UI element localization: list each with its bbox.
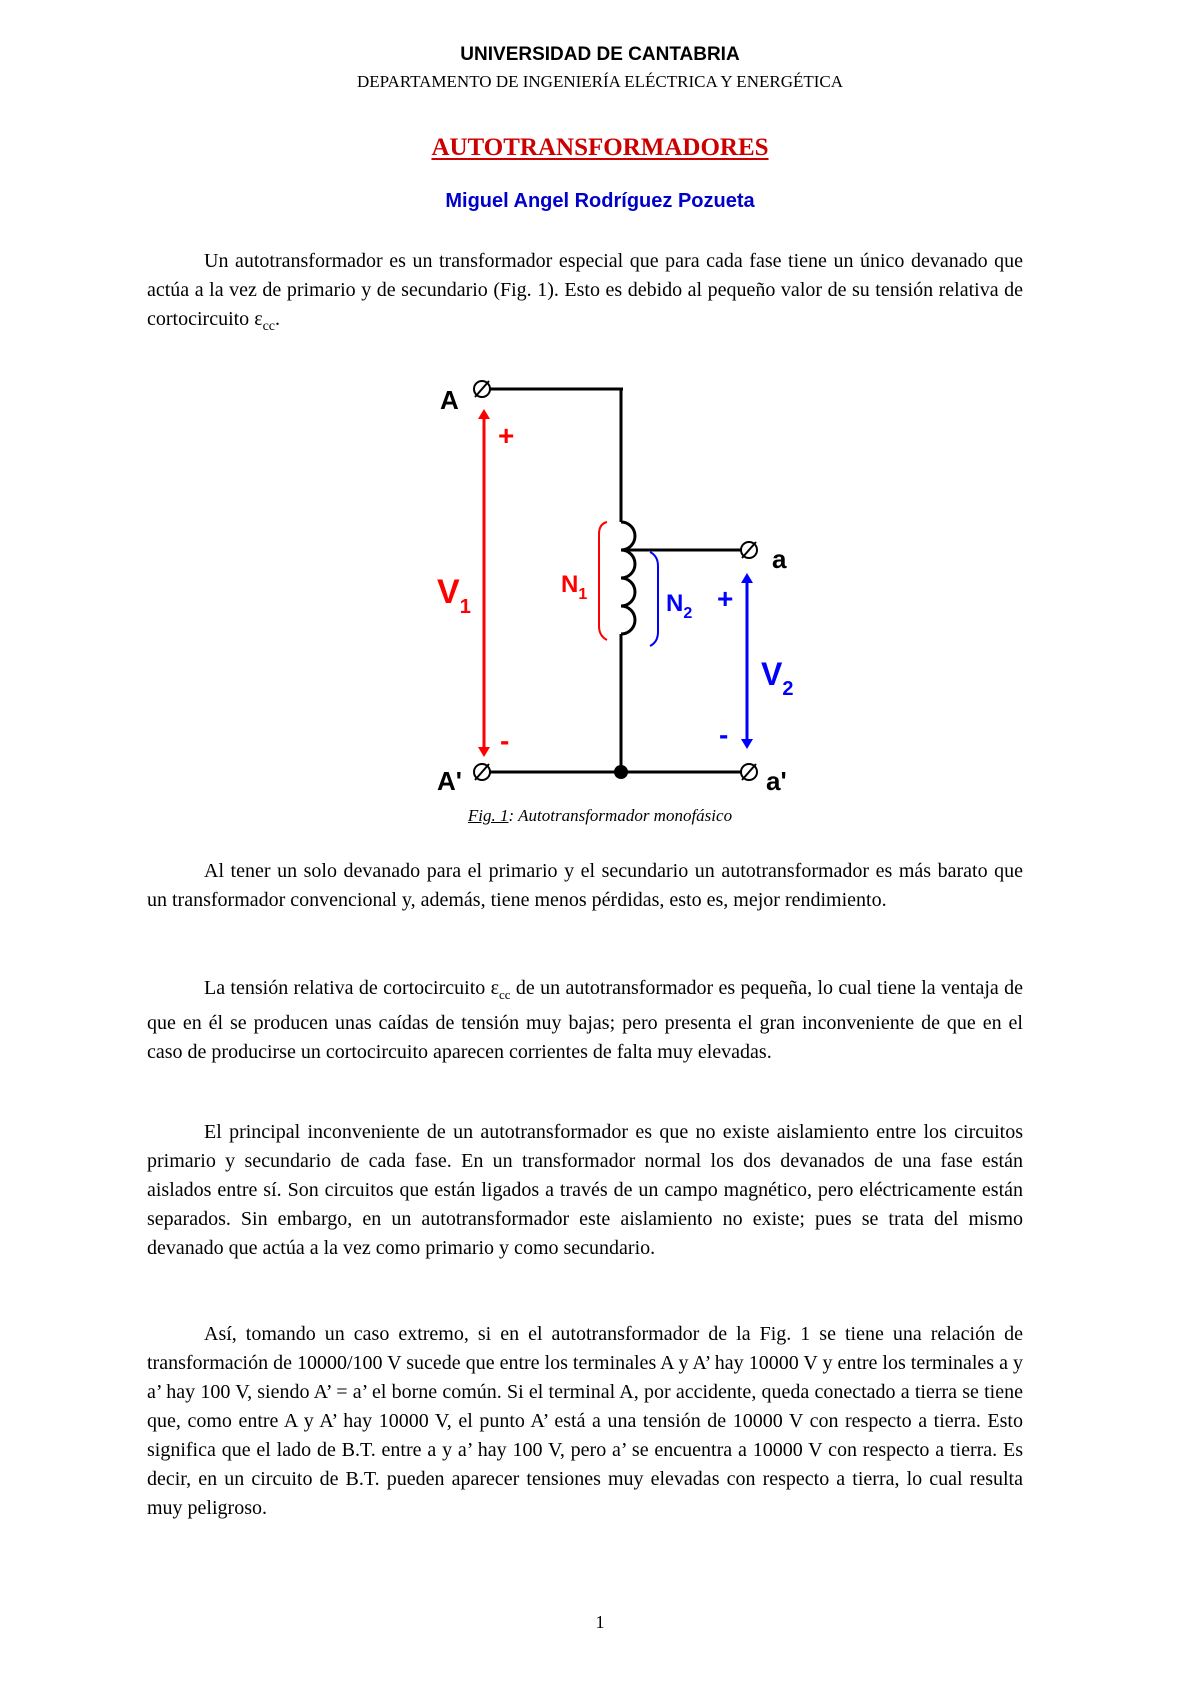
n2-subscript: 2 [683,605,693,622]
v2-label [761,656,793,700]
winding-coil-icon [621,522,635,634]
common-node-dot [614,765,628,779]
paragraph-3: El principal inconveniente de un autotransformador es que no existe aislamiento entre los circuitos primario y secundario de cada fase. En un transformador normal los dos devanados de una fase están aislados entre sí. Son circuitos que están ligados a través de un campo magnético, pero eléctricamente están separados. Sin embargo, en un autotransformador este aislamiento no existe; pues se trata del mismo devanado que actúa a la vez como primario y como secundario. [147,1121,1023,1259]
label-a-prime: a' [766,766,787,796]
n1-bracket [599,522,607,640]
intro-end: . [275,308,281,330]
p2-epsilon-subscript: cc [499,987,511,1002]
n1-letter: N [561,571,579,598]
terminal-a-icon [741,542,757,558]
intro-text: Un autotransformador es un transformador especial que para cada fase tiene un único devanado que actúa a la vez de primario y de secundario (Fig. 1). Esto es debido al pequeño valor de su tensión relativa de cortocircuito [147,250,1023,330]
p2-epsilon-symbol: ε [490,977,499,999]
terminal-A-icon [474,381,490,397]
document-title: AUTOTRANSFORMADORES [431,134,769,161]
terminal-A-prime-icon [474,764,490,780]
epsilon-symbol: ε [254,308,263,330]
epsilon-subscript: cc [262,319,276,334]
label-a: a [772,544,787,574]
figure-caption-label: Fig. 1 [467,806,509,825]
paragraph-2 [147,974,1023,1067]
v2-letter: V [761,656,783,692]
n2-letter: N [666,590,684,617]
terminal-a-prime-icon [741,764,757,780]
p2-start: La tensión relativa de cortocircuito [204,977,491,999]
figure-caption [0,806,1200,826]
v1-plus-sign: + [498,420,515,451]
paragraph-1: Al tener un solo devanado para el primario y el secundario un autotransformador es más barato que un transformador convencional y, además, tiene menos pérdidas, esto es, mejor rendimiento. [147,860,1023,911]
n1-subscript: 1 [578,586,588,603]
label-A-prime: A' [437,766,462,796]
autotransformer-diagram [0,0,1200,800]
v1-letter: V [437,573,460,611]
n2-label [666,590,692,622]
author-name: Miguel Angel Rodríguez Pozueta [445,190,755,212]
university-header: UNIVERSIDAD DE CANTABRIA [460,44,740,65]
v1-minus-sign: - [500,725,510,756]
page-number: 1 [595,1612,605,1632]
v2-minus-sign: - [719,719,729,750]
v2-plus-sign: + [717,583,734,614]
n2-bracket [650,552,658,646]
p2-end: de un autotransformador es pequeña, lo cual tiene la ventaja de que en él se producen unas caídas de tensión muy bajas; pero presenta el gran inconveniente de que en el caso de producirse un cortocircuito aparecen corrientes de falta muy elevadas. [147,977,1023,1063]
v2-subscript: 2 [782,678,794,700]
n1-label [561,571,587,603]
paragraph-4: Así, tomando un caso extremo, si en el autotransformador de la Fig. 1 se tiene una relación de transformación de 10000/100 V sucede que entre los terminales A y A’ hay 10000 V y entre los terminales a y a’ hay 100 V, siendo A’ = a’ el borne común. Si el terminal A, por accidente, queda conectado a tierra se tiene que, como entre A y A’ hay 10000 V, el punto A’ está a una tensión de 10000 V con respecto a tierra. Esto significa que el lado de B.T. entre a y a’ hay 100 V, pero a’ se encuentra a 10000 V con respecto a tierra. Es decir, en un circuito de B.T. pueden aparecer tensiones muy elevadas con respecto a tierra, lo cual resulta muy peligroso. [147,1323,1023,1519]
label-A: A [440,385,459,415]
figure-caption-text: : Autotransformador monofásico [508,806,733,825]
department-header: DEPARTAMENTO DE INGENIERÍA ELÉCTRICA Y ENERGÉTICA [356,72,844,91]
v1-subscript: 1 [459,596,471,618]
v1-label [437,573,471,618]
